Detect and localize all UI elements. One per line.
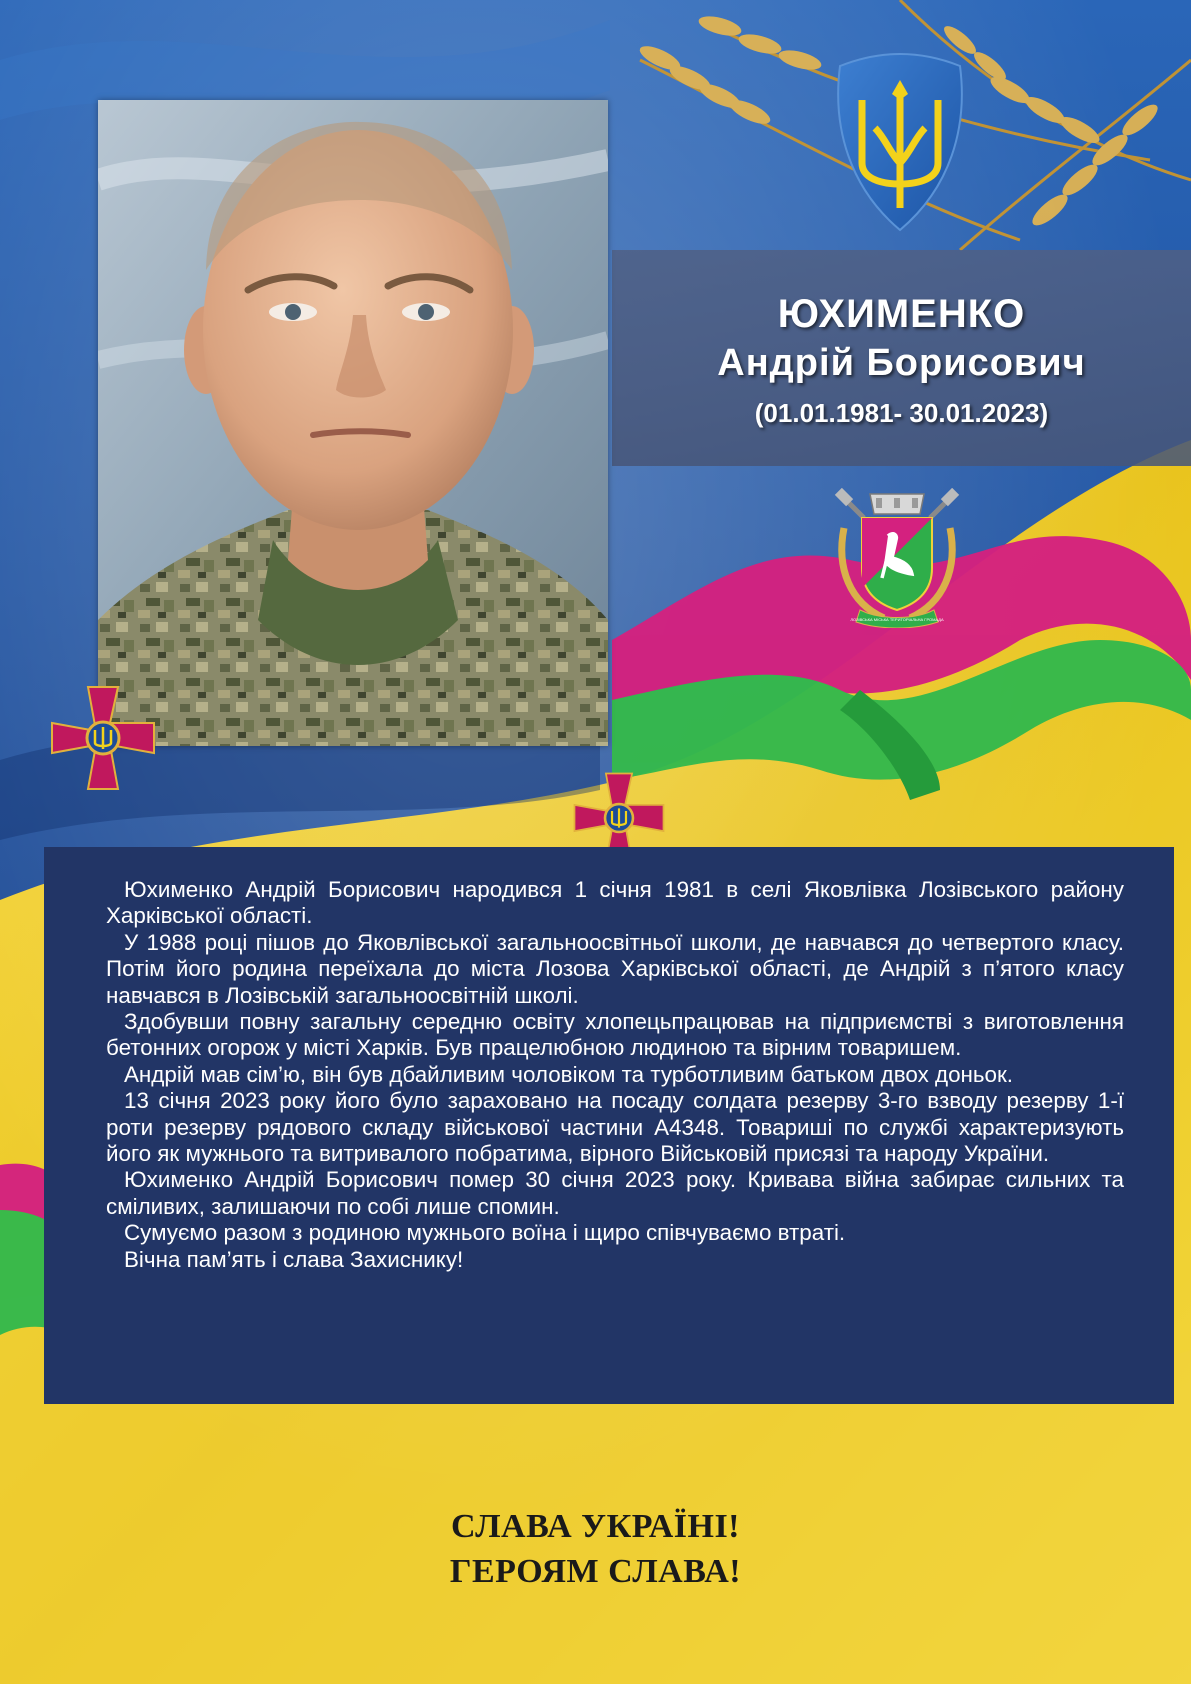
city-emblem-text: ЛОЗІВСЬКА МІСЬКА ТЕРИТОРІАЛЬНА ГРОМАДА <box>850 617 944 622</box>
hero-title-block <box>612 250 1191 466</box>
bio-paragraph: Сумуємо разом з родиною мужнього воїна і щиро співчуваємо втраті. <box>124 1220 846 1246</box>
trident-shield-icon <box>800 38 1000 238</box>
military-cross-icon <box>48 683 158 793</box>
bio-paragraph: У 1988 році пішов до Яковлівської загальноосвітньої школи, де навчався до четвертого класу. Потім його родина переїхала до міста Лозова Харківської області, де Андрій з п’ятого класу навчався в Лозівській загальноосвітній школі. <box>106 929 1124 1008</box>
life-dates: (01.01.1981- 30.01.2023) <box>754 398 1049 428</box>
soldier-portrait <box>98 100 608 746</box>
bio-paragraph: Здобувши повну загальну середню освіту хлопецьпрацював на підприємстві з виготовлення бетонних огорож у місті Харків. Був працелюбною людиною та вірним товаришем. <box>106 1009 1124 1061</box>
bio-paragraph: 13 січня 2023 року його було зараховано на посаду солдата резерву 3-го взводу резерву 1-ї роти резерву рядового складу військової частини А4348. Товариші по службі характеризують його як мужнього та витривалого побратима, вірного Військовій присязі та народу України. <box>106 1088 1124 1167</box>
slogan-line-2: ГЕРОЯМ СЛАВА! <box>449 1553 742 1590</box>
lozova-coat-of-arms-icon <box>830 488 964 628</box>
bio-paragraph: Юхименко Андрій Борисович народився 1 січня 1981 в селі Яковлівка Лозівського району Харківської області. <box>106 877 1124 929</box>
biography-panel <box>44 847 1174 1404</box>
slogan-line-1: СЛАВА УКРАЇНІ! <box>451 1508 740 1545</box>
hero-given-names: Андрій Борисович <box>717 342 1086 384</box>
bio-paragraph: Андрій мав сім’ю, він був дбайливим чоловіком та турботливим батьком двох доньок. <box>124 1061 1014 1087</box>
bio-paragraph: Вічна пам’ять і слава Захиснику! <box>124 1246 464 1272</box>
hero-surname: ЮХИМЕНКО <box>777 292 1026 336</box>
bio-paragraph: Юхименко Андрій Борисович помер 30 січня 2023 року. Кривава війна забирає сильних та сміливих, залишаючи по собі лише спомин. <box>106 1167 1124 1219</box>
